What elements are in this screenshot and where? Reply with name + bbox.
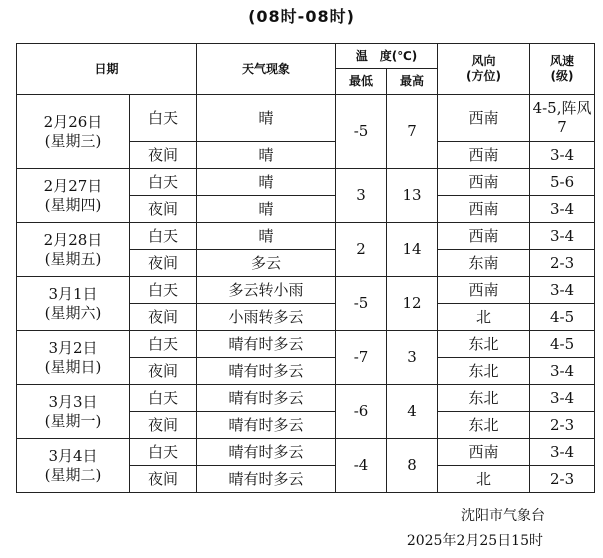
weather-cell: 晴有时多云 xyxy=(197,412,336,439)
wind-direction-cell: 东北 xyxy=(438,385,530,412)
weekday-text: (星期一) xyxy=(44,411,102,430)
wind-speed-cell: 3-4 xyxy=(530,358,595,385)
period-cell: 夜间 xyxy=(130,250,197,277)
wind-direction-cell: 东北 xyxy=(438,412,530,439)
date-cell xyxy=(17,277,130,331)
temp-max-cell: 8 xyxy=(387,439,438,493)
date-cell xyxy=(17,95,130,169)
weather-cell: 晴有时多云 xyxy=(197,385,336,412)
date-cell xyxy=(17,169,130,223)
wind-direction-cell: 西南 xyxy=(438,142,530,169)
weather-cell: 多云 xyxy=(197,250,336,277)
weather-cell: 晴 xyxy=(197,142,336,169)
temp-min-cell: -6 xyxy=(336,385,387,439)
table-row xyxy=(17,169,595,196)
wind-speed-cell: 3-4 xyxy=(530,196,595,223)
period-cell: 白天 xyxy=(130,223,197,250)
period-cell: 白天 xyxy=(130,385,197,412)
header-temperature: 温 度(℃) xyxy=(336,44,438,69)
wind-direction-cell: 东南 xyxy=(438,250,530,277)
table-row xyxy=(17,95,595,142)
table-row xyxy=(17,439,595,466)
temp-min-cell: -5 xyxy=(336,95,387,169)
temp-max-cell: 7 xyxy=(387,95,438,169)
period-cell: 白天 xyxy=(130,439,197,466)
wind-direction-cell: 西南 xyxy=(438,223,530,250)
weather-cell: 晴有时多云 xyxy=(197,358,336,385)
wind-speed-cell: 2-3 xyxy=(530,250,595,277)
table-row xyxy=(17,331,595,358)
weather-cell: 晴 xyxy=(197,196,336,223)
temp-max-cell: 4 xyxy=(387,385,438,439)
forecast-table xyxy=(16,43,595,493)
date-text: 3月3日 xyxy=(48,392,98,411)
wind-speed-cell: 3-4 xyxy=(530,223,595,250)
header-temp-min: 最低 xyxy=(336,69,387,95)
header-temp-max: 最高 xyxy=(387,69,438,95)
table-row xyxy=(17,223,595,250)
wind-speed-cell: 3-4 xyxy=(530,142,595,169)
period-cell: 夜间 xyxy=(130,142,197,169)
period-cell: 夜间 xyxy=(130,466,197,493)
wind-direction-cell: 西南 xyxy=(438,169,530,196)
period-cell: 白天 xyxy=(130,331,197,358)
temp-max-cell: 12 xyxy=(387,277,438,331)
date-text: 3月4日 xyxy=(48,446,98,465)
weather-cell: 晴有时多云 xyxy=(197,331,336,358)
wind-direction-cell: 西南 xyxy=(438,196,530,223)
period-cell: 夜间 xyxy=(130,196,197,223)
header-wind-direction: 风向 (方位) xyxy=(438,44,530,95)
period-cell: 白天 xyxy=(130,169,197,196)
temp-min-cell: 2 xyxy=(336,223,387,277)
date-text: 3月1日 xyxy=(48,284,98,303)
temp-min-cell: 3 xyxy=(336,169,387,223)
wind-speed-cell: 3-4 xyxy=(530,277,595,304)
period-cell: 白天 xyxy=(130,277,197,304)
weather-cell: 小雨转多云 xyxy=(197,304,336,331)
weather-cell: 晴有时多云 xyxy=(197,439,336,466)
temp-min-cell: -5 xyxy=(336,277,387,331)
date-text: 2月26日 xyxy=(43,112,103,131)
table-row xyxy=(17,385,595,412)
weekday-text: (星期日) xyxy=(44,357,102,376)
wind-speed-cell: 3-4 xyxy=(530,439,595,466)
wind-direction-cell: 北 xyxy=(438,466,530,493)
date-cell xyxy=(17,223,130,277)
wind-direction-cell: 西南 xyxy=(438,277,530,304)
wind-speed-cell: 4-5 xyxy=(530,331,595,358)
header-weather: 天气现象 xyxy=(197,44,336,95)
temp-max-cell: 13 xyxy=(387,169,438,223)
wind-direction-cell: 东北 xyxy=(438,358,530,385)
date-text: 2月28日 xyxy=(43,230,103,249)
period-cell: 夜间 xyxy=(130,358,197,385)
wind-speed-cell: 5-6 xyxy=(530,169,595,196)
weekday-text: (星期五) xyxy=(44,249,102,268)
period-cell: 白天 xyxy=(130,95,197,142)
temp-max-cell: 14 xyxy=(387,223,438,277)
header-date: 日期 xyxy=(17,44,197,95)
weather-cell: 多云转小雨 xyxy=(197,277,336,304)
weather-cell: 晴 xyxy=(197,95,336,142)
page-title: (08时-08时) xyxy=(248,7,355,26)
date-cell xyxy=(17,331,130,385)
wind-speed-cell: 4-5,阵风7 xyxy=(530,95,595,142)
temp-min-cell: -7 xyxy=(336,331,387,385)
wind-speed-cell: 2-3 xyxy=(530,412,595,439)
wind-speed-cell: 4-5 xyxy=(530,304,595,331)
issuer: 沈阳市气象台 xyxy=(461,508,545,524)
weekday-text: (星期三) xyxy=(44,131,102,150)
table-row xyxy=(17,277,595,304)
date-text: 3月2日 xyxy=(48,338,98,357)
wind-direction-cell: 西南 xyxy=(438,95,530,142)
issue-time: 2025年2月25日15时 xyxy=(406,533,543,549)
date-text: 2月27日 xyxy=(43,176,103,195)
period-cell: 夜间 xyxy=(130,412,197,439)
weather-cell: 晴 xyxy=(197,223,336,250)
weather-cell: 晴 xyxy=(197,169,336,196)
weather-cell: 晴有时多云 xyxy=(197,466,336,493)
temp-max-cell: 3 xyxy=(387,331,438,385)
wind-direction-cell: 北 xyxy=(438,304,530,331)
weekday-text: (星期四) xyxy=(44,195,102,214)
date-cell xyxy=(17,439,130,493)
wind-speed-cell: 3-4 xyxy=(530,385,595,412)
header-wind-speed: 风速 (级) xyxy=(530,44,595,95)
wind-direction-cell: 西南 xyxy=(438,439,530,466)
wind-speed-cell: 2-3 xyxy=(530,466,595,493)
weekday-text: (星期二) xyxy=(44,465,102,484)
period-cell: 夜间 xyxy=(130,304,197,331)
weekday-text: (星期六) xyxy=(44,303,102,322)
wind-direction-cell: 东北 xyxy=(438,331,530,358)
temp-min-cell: -4 xyxy=(336,439,387,493)
date-cell xyxy=(17,385,130,439)
